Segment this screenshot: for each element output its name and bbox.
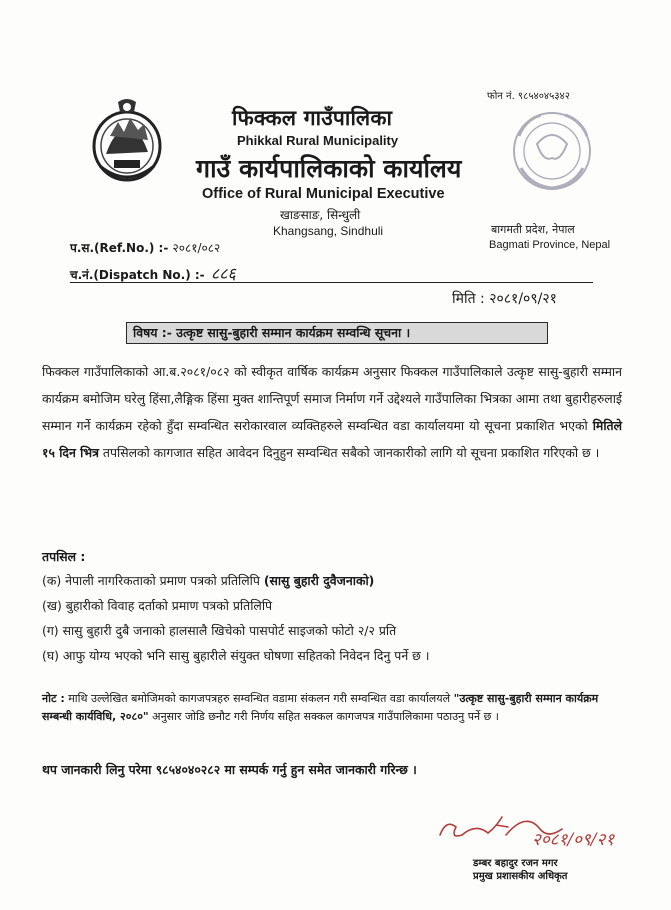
- body-text: फिक्कल गाउँपालिकाको आ.ब.२०८१/०८२ को स्वीकृत वार्षिक कार्यक्रम अनुसार फिक्कल गाउँपालिकाले उत्कृष्ट सासु-बुहारी सम्मान कार्यक्रम बमोजिम घरेलु हिंसा,लैङ्गिक हिंसा मुक्त शान्तिपूर्ण समाज निर्माण गर्ने उद्देश्यले गाउँपालिका भित्रका आमा तथा बुहारीहरुलाई सम्मान गर्ने कार्यक्रम रहेको हुँदा सम्वन्धित सरोकारवाल व्यक्तिहरुले सम्वन्धित वडा कार्यालयमा यो सूचना प्रकाशित भएको: [42, 364, 622, 433]
- body-deadline: मितिले १५ दिन भित्र: [42, 418, 622, 460]
- signatory: [473, 857, 567, 883]
- location-ne: खाङसाङ, सिन्धुली: [280, 208, 361, 222]
- municipality-name-ne: फिक्कल गाउँपालिका: [232, 106, 393, 130]
- dispatch-number: [70, 262, 236, 284]
- header-divider: [70, 282, 593, 283]
- note-label: नोट :: [42, 692, 65, 705]
- municipality-name-en: Phikkal Rural Municipality: [237, 133, 399, 148]
- body-paragraph: [42, 358, 622, 466]
- location-en: Khangsang, Sindhuli: [273, 224, 384, 238]
- tapasil-heading: तपसिल :: [42, 549, 86, 564]
- list-item-text: (ख) बुहारीको विवाह दर्ताको प्रमाण पत्रको प्रतिलिपि: [42, 598, 273, 613]
- ref-value: २०८१/०८२: [172, 241, 221, 255]
- office-name-en: Office of Rural Municipal Executive: [202, 186, 445, 202]
- list-item: [42, 568, 602, 593]
- signatory-name: डम्बर बहादुर रजन मगर: [473, 858, 558, 869]
- province-en: Bagmati Province, Nepal: [489, 239, 611, 251]
- note-procedure: "उत्कृष्ट सासु-बुहारी सम्मान कार्यक्रम सम्बन्धी कार्यविधि, २०८०": [42, 692, 599, 723]
- note-text-after: अनुसार जोडि छनौट गरी निर्णय सहित सक्कल कागजपत्र गाउँपालिकामा पठाउनु पर्ने छ ।: [148, 710, 499, 723]
- ref-label: प.स.(Ref.No.) :-: [70, 241, 173, 255]
- list-item-text: (घ) आफु योग्य भएको भनि सासु बुहारीले संयुक्त घोषणा सहितको निवेदन दिनु पर्ने छ ।: [42, 648, 430, 663]
- note-paragraph: [42, 690, 625, 726]
- body-text-after: तपसिलको कागजात सहित आवेदन दिनुहुन सम्वन्धित सबैको जानकारीको लागि यो सूचना प्रकाशित गरिएको छ ।: [98, 445, 600, 460]
- dispatch-value: ८८६: [210, 264, 236, 283]
- office-name-ne: गाउँ कार्यपालिकाको कार्यालय: [196, 154, 462, 183]
- province-ne: बागमती प्रदेश, नेपाल: [491, 223, 575, 236]
- signature-icon: [436, 805, 636, 855]
- signature-date: २०८१/०९/२१: [532, 830, 615, 850]
- tapasil-list: [42, 568, 602, 668]
- note-text: माथि उल्लेखित बमोजिमको कागजपत्रहरु सम्वन्धित वडामा संकलन गरी सम्वन्धित वडा कार्यालयले: [64, 692, 454, 705]
- list-item-text: (क) नेपाली नागरिकताको प्रमाण पत्रको प्रतिलिपि: [42, 573, 264, 588]
- dispatch-label: च.नं.(Dispatch No.) :-: [70, 268, 209, 282]
- subject-line: विषय :- उत्कृष्ट सासु-बुहारी सम्मान कार्यक्रम सम्वन्धि सूचना ।: [126, 322, 548, 344]
- office-stamp-icon: [505, 106, 600, 196]
- nepal-emblem-icon: [88, 96, 166, 186]
- phone-number: फोन नं. ९८५४०४५३४२: [487, 91, 570, 102]
- contact-line: थप जानकारी लिनु परेमा ९८५४०४०२८२ मा सम्पर्क गर्नु हुन समेत जानकारी गरिन्छ ।: [42, 762, 417, 777]
- list-item: [42, 618, 602, 643]
- list-item: [42, 593, 602, 618]
- list-item-bold: (सासु बुहारी दुवैजनाको): [263, 573, 375, 588]
- list-item-text: (ग) सासु बुहारी दुबै जनाको हालसालै खिचेको पासपोर्ट साइजको फोटो २/२ प्रति: [42, 623, 397, 638]
- signatory-title: प्रमुख प्रशासकीय अधिकृत: [473, 871, 568, 882]
- issue-date: मिति : २०८१/०९/२१: [452, 291, 557, 307]
- reference-number: [70, 239, 220, 256]
- list-item: [42, 643, 602, 668]
